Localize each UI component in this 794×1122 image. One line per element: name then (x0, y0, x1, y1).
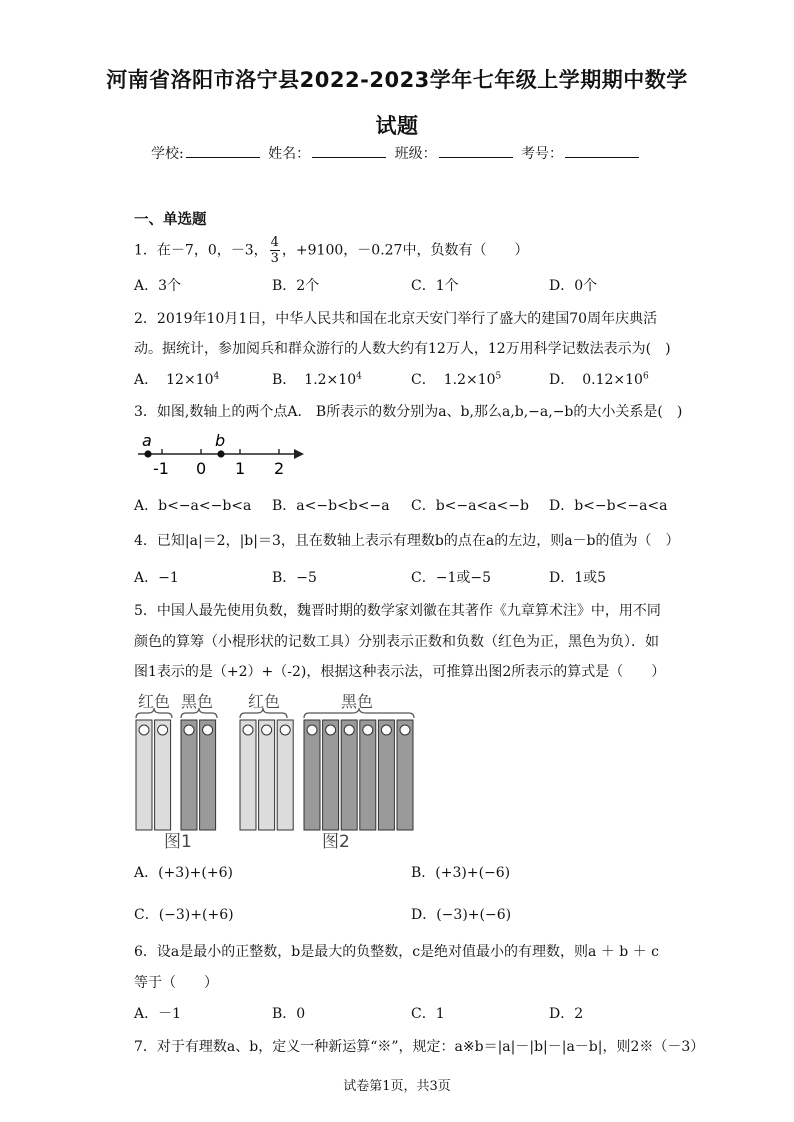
red-rod (155, 720, 171, 830)
option-base: 1.2×10 (304, 372, 357, 388)
q6-option-a[interactable]: A．－1 (134, 1006, 182, 1022)
tick-label: 2 (274, 459, 285, 478)
question-2-line-2: 动。据统计，参加阅兵和群众游行的人数大约有12万人，12万用科学记数法表示为( ) (134, 341, 671, 357)
red-label-fig2: 红色 (248, 692, 281, 711)
q1-option-a[interactable]: A．3个 (134, 278, 182, 294)
option-exponent: 4 (356, 371, 362, 382)
tick-label: 0 (196, 459, 207, 478)
option-prefix: A． (134, 372, 159, 388)
question-5-line-2: 颜色的算筹（小棍形状的记数工具）分别表示正数和负数（红色为正，黑色为负）．如 (134, 634, 659, 650)
black-rod (360, 720, 376, 830)
option-base: 0.12×10 (582, 372, 643, 388)
option-exponent: 5 (495, 371, 502, 382)
red-rod (259, 720, 275, 830)
point-b (217, 450, 224, 457)
option-exponent: 4 (213, 371, 220, 382)
q2-option-c[interactable] (411, 369, 501, 389)
q1-option-c[interactable]: C．1个 (411, 278, 459, 294)
brace-icon (304, 708, 414, 718)
question-6-line-2: 等于（ ） (134, 975, 218, 991)
rod-hole (262, 725, 272, 735)
question-5-line-1: 5．中国人最先使用负数，魏晋时期的数学家刘徽在其著作《九章算术注》中，用不同 (134, 603, 661, 619)
figure-1-label: 图1 (164, 832, 192, 852)
q6-option-d[interactable]: D．2 (549, 1006, 584, 1022)
option-prefix: D． (549, 372, 575, 388)
question-7-text: 7．对于有理数a、b，定义一种新运算“※”，规定：a※b＝|a|－|b|－|a－b|，则2※（－3） (134, 1039, 705, 1055)
black-rod (323, 720, 339, 830)
option-base: 12×10 (166, 372, 214, 388)
tick-label: 1 (235, 459, 246, 478)
counting-rods-figure (134, 688, 434, 852)
rod-hole (184, 725, 194, 735)
q2-option-a[interactable] (134, 369, 219, 389)
q4-option-a[interactable]: A．−1 (134, 570, 179, 586)
q1-option-d[interactable]: D．0个 (549, 278, 598, 294)
red-rod (136, 720, 152, 830)
arrow-icon (294, 449, 304, 459)
black-label-fig1: 黑色 (181, 692, 214, 711)
option-prefix: B． (272, 372, 297, 388)
title-line-2: 试题 (375, 114, 419, 138)
q3-option-c[interactable]: C．b<−a<a<−b (411, 498, 529, 514)
rod-hole (203, 725, 213, 735)
black-rod (200, 720, 216, 830)
q2-option-d[interactable] (549, 369, 649, 389)
black-rod (378, 720, 394, 830)
q3-option-d[interactable]: D．b<−b<−a<a (549, 498, 668, 514)
rod-hole (307, 725, 317, 735)
title-line-1: 河南省洛阳市洛宁县2022-2023学年七年级上学期期中数学 (106, 68, 688, 92)
point-a-label: a (142, 432, 152, 450)
student-info-row (60, 143, 734, 163)
exam-no-blank[interactable] (565, 145, 639, 158)
question-2-line-1: 2．2019年10月1日，中华人民共和国在北京天安门举行了盛大的建国70周年庆典活 (134, 311, 658, 327)
q3-option-a[interactable]: A．b<−a<−b<a (134, 498, 252, 514)
section-title: 一、单选题 (134, 212, 207, 228)
rod-hole (344, 725, 354, 735)
q4-option-b[interactable]: B．−5 (272, 570, 317, 586)
q5-option-a[interactable]: A．(+3)+(+6) (134, 865, 233, 881)
figure-2-label: 图2 (322, 832, 350, 852)
number-line-figure (134, 432, 314, 480)
q5-option-c[interactable]: C．(−3)+(+6) (134, 907, 234, 923)
q2-option-b[interactable] (272, 369, 362, 389)
tick-label: -1 (153, 459, 169, 478)
q6-option-c[interactable]: C．1 (411, 1006, 445, 1022)
rod-hole (280, 725, 290, 735)
red-rod (240, 720, 256, 830)
q6-option-b[interactable]: B．0 (272, 1006, 306, 1022)
black-label-fig2: 黑色 (341, 692, 374, 711)
point-b-label: b (215, 432, 226, 450)
rod-hole (158, 725, 168, 735)
rod-hole (400, 725, 410, 735)
fraction-numerator: 4 (270, 235, 279, 250)
page-footer: 试卷第1页，共3页 (343, 1079, 451, 1094)
rod-hole (243, 725, 253, 735)
q1-option-b[interactable]: B．2个 (272, 278, 320, 294)
question-4-text: 4．已知|a|＝2，|b|＝3，且在数轴上表示有理数b的点在a的左边，则a－b的值为（ ） (134, 533, 680, 549)
rod-hole (326, 725, 336, 735)
class-label: 班级： (394, 146, 437, 162)
point-a (144, 450, 151, 457)
black-rod (341, 720, 357, 830)
q5-option-d[interactable]: D．(−3)+(−6) (411, 907, 512, 923)
black-rod (304, 720, 320, 830)
q1-text-part-a: 1．在－7，0，－3， (134, 242, 268, 259)
name-blank[interactable] (312, 145, 386, 158)
name-label: 姓名： (268, 146, 311, 162)
rod-hole (381, 725, 391, 735)
black-rod (181, 720, 197, 830)
class-blank[interactable] (439, 145, 513, 158)
q1-text-part-b: ，+9100，－0.27中，负数有（ ） (281, 242, 529, 259)
option-base: 1.2×10 (443, 372, 496, 388)
question-3-text: 3．如图,数轴上的两个点A． B所表示的数分别为a、b,那么a,b,−a,−b的大小关系是( ) (134, 404, 683, 420)
exam-no-label: 考号： (521, 146, 564, 162)
question-1-text (134, 236, 528, 265)
black-rod (397, 720, 413, 830)
q4-option-d[interactable]: D．1或5 (549, 570, 607, 586)
red-label-fig1: 红色 (138, 692, 171, 711)
q4-option-c[interactable]: C．−1或−5 (411, 570, 491, 586)
school-blank[interactable] (186, 145, 260, 158)
option-exponent: 6 (642, 371, 649, 382)
red-rod (277, 720, 293, 830)
question-5-line-3: 图1表示的是（+2）+（-2)，根据这种表示法，可推算出图2所表示的算式是（ ） (134, 664, 666, 680)
q3-option-b[interactable]: B．a<−b<b<−a (272, 498, 390, 514)
fraction (270, 236, 280, 265)
option-prefix: C． (411, 372, 436, 388)
fraction-denominator: 3 (270, 251, 279, 266)
school-label: 学校: (150, 146, 184, 162)
q5-option-b[interactable]: B．(+3)+(−6) (411, 865, 511, 881)
question-6-line-1: 6．设a是最小的正整数，b是最大的负整数，c是绝对值最小的有理数，则a ＋ b ＋ c (134, 944, 660, 960)
rod-hole (363, 725, 373, 735)
rod-hole (139, 725, 149, 735)
